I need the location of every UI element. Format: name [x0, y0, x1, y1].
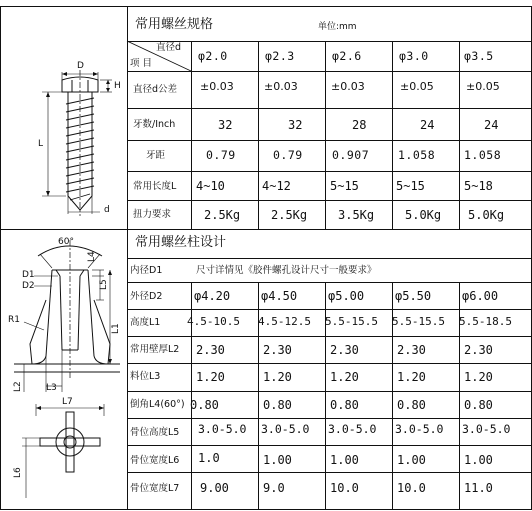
boss-cell: 1.20 [464, 370, 493, 384]
screw-header-diameter: 直径d [156, 42, 182, 53]
screw-diameter-0: φ2.0 [198, 49, 228, 63]
drawing-label-L: L [38, 139, 44, 149]
drawing-label-L4: L4 [87, 251, 97, 262]
boss-note-label: 内径D1 [130, 265, 163, 276]
screw-diameter-3: φ3.0 [399, 49, 429, 63]
drawing-label-D1: D1 [22, 270, 35, 280]
screw-cell: 0.79 [206, 148, 236, 162]
screw-header-item: 项 目 [130, 58, 153, 69]
screw-cell: 28 [352, 118, 367, 132]
screw-cell: 5.0Kg [468, 208, 505, 222]
screw-cell: 1.058 [464, 148, 502, 162]
screw-cell: 0.79 [273, 148, 303, 162]
boss-cell: 2.30 [263, 343, 292, 357]
boss-cell: φ5.50 [395, 289, 432, 303]
drawing-label-L3: L3 [46, 383, 57, 393]
boss-cell: 1.00 [263, 453, 292, 467]
boss-row-label: 料位L3 [130, 371, 161, 382]
boss-cell: 0.80 [330, 398, 359, 412]
screw-cell: ±0.05 [400, 80, 434, 93]
boss-cell: 1.0 [198, 451, 220, 465]
screw-cell: ±0.03 [331, 80, 365, 93]
screw-diameter-4: φ3.5 [464, 49, 494, 63]
drawing-label-D2: D2 [22, 281, 35, 291]
screw-cell: 24 [420, 118, 435, 132]
drawing-label-L5: L5 [99, 279, 109, 290]
boss-row-label: 骨位宽度L6 [130, 455, 180, 466]
boss-table-title: 常用螺丝柱设计 [135, 235, 227, 250]
boss-row-label: 倒角L4(60°) [130, 399, 185, 410]
screw-row-label: 常用长度L [133, 181, 177, 192]
drawing-label-H: H [114, 81, 121, 91]
screw-cell: 24 [484, 118, 499, 132]
boss-cell: 3.0-5.0 [395, 422, 444, 436]
boss-cell: 3.0-5.0 [198, 422, 247, 436]
screw-cell: 0.907 [332, 148, 370, 162]
boss-cell: 3.0-5.0 [462, 422, 511, 436]
boss-cell: φ6.00 [462, 289, 499, 303]
screw-diameter-2: φ2.6 [332, 49, 362, 63]
drawing-label-L6: L6 [13, 467, 23, 478]
boss-cell: 10.0 [397, 481, 426, 495]
screw-cell: 5~15 [396, 179, 425, 193]
boss-cell: 5.5-15.5 [325, 315, 378, 328]
screw-cell: 4~10 [196, 179, 225, 193]
boss-cell: 5.5-18.5 [459, 315, 512, 328]
boss-note-text: 尺寸详情见《胶件螺孔设计尺寸一般要求》 [196, 265, 377, 276]
screw-cell: 5.0Kg [405, 208, 442, 222]
screw-table-title: 常用螺丝规格 [135, 17, 214, 32]
screw-cell: 5~15 [330, 179, 359, 193]
screw-row-label: 扭力要求 [133, 209, 172, 220]
drawing-label-d: d [104, 205, 110, 215]
screw-unit-label: 单位:mm [318, 22, 357, 32]
boss-cell: φ4.20 [194, 289, 231, 303]
screw-row-label: 牙距 [146, 150, 166, 161]
screw-cell: 32 [218, 118, 233, 132]
boss-cell: 11.0 [464, 481, 493, 495]
boss-cell: 0.80 [263, 398, 292, 412]
boss-row-label: 骨位宽度L7 [130, 483, 180, 494]
boss-row-label: 常用壁厚L2 [130, 344, 180, 355]
boss-cell: 2.30 [397, 343, 426, 357]
screw-cell: 2.5Kg [204, 208, 241, 222]
boss-cell: 1.20 [263, 370, 292, 384]
boss-cell: 2.30 [330, 343, 359, 357]
boss-cell: 4.5-12.5 [258, 315, 311, 328]
boss-row-label: 骨位高度L5 [130, 427, 180, 438]
screw-cell: ±0.03 [264, 80, 298, 93]
boss-cell: 2.30 [464, 343, 493, 357]
boss-cell: 10.0 [330, 481, 359, 495]
drawing-label-D: D [77, 61, 84, 71]
boss-cell: 1.20 [330, 370, 359, 384]
boss-cell: 1.00 [397, 453, 426, 467]
boss-cell: 3.0-5.0 [328, 422, 377, 436]
screw-cell: 32 [288, 118, 303, 132]
screw-cell: 3.5Kg [338, 208, 375, 222]
screw-cell: ±0.05 [466, 80, 500, 93]
boss-row-label: 高度L1 [130, 317, 161, 328]
boss-cell: 0.80 [397, 398, 426, 412]
boss-cell: 2.30 [196, 343, 225, 357]
boss-cell: 9.0 [263, 481, 285, 495]
boss-cell: 0.80 [190, 398, 219, 412]
drawing-label-L1: L1 [111, 323, 121, 334]
boss-cell: φ4.50 [261, 289, 298, 303]
drawing-label-L7: L7 [62, 397, 73, 407]
boss-cell: 1.00 [330, 453, 359, 467]
screw-cell: 1.058 [398, 148, 436, 162]
screw-row-label: 牙数/Inch [133, 119, 176, 130]
boss-cell: 9.00 [200, 481, 229, 495]
boss-cell: φ5.00 [328, 289, 365, 303]
boss-cell: 0.80 [464, 398, 493, 412]
drawing-label-R1: R1 [8, 315, 20, 325]
boss-row-label: 外径D2 [130, 291, 163, 302]
drawing-label-L2: L2 [13, 381, 23, 392]
boss-cell: 3.0-5.0 [261, 422, 310, 436]
boss-cell: 1.20 [397, 370, 426, 384]
boss-cell: 4.5-10.5 [187, 315, 240, 328]
boss-cell: 1.20 [196, 370, 225, 384]
drawing-label-angle: 60° [58, 237, 74, 247]
screw-cell: 2.5Kg [271, 208, 308, 222]
boss-cell: 5.5-15.5 [392, 315, 445, 328]
screw-row-label: 直径d公差 [133, 84, 178, 95]
screw-cell: 5~18 [464, 179, 493, 193]
screw-cell: ±0.03 [200, 80, 234, 93]
boss-cell: 1.00 [464, 453, 493, 467]
screw-diameter-1: φ2.3 [265, 49, 295, 63]
screw-cell: 4~12 [262, 179, 291, 193]
